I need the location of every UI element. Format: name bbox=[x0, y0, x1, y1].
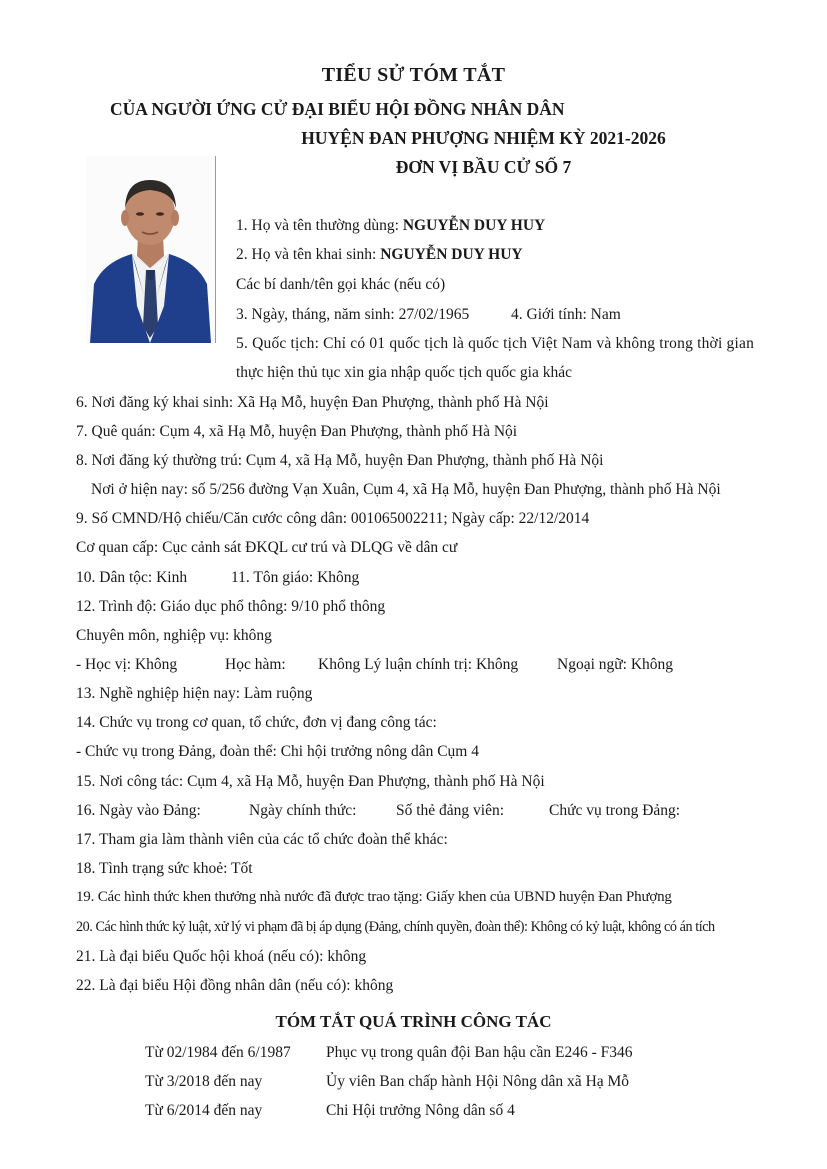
field-party-role: Chức vụ trong Đảng: bbox=[549, 802, 681, 819]
document-subtitle: CỦA NGƯỜI ỨNG CỬ ĐẠI BIỂU HỘI ĐỒNG NHÂN DÂN bbox=[110, 99, 565, 119]
document-district: HUYỆN ĐAN PHƯỢNG NHIỆM KỲ 2021-2026 bbox=[301, 128, 666, 148]
field-ethnicity: 10. Dân tộc: Kinh bbox=[76, 569, 188, 586]
work-history-period: Từ 6/2014 đến nay bbox=[145, 1102, 263, 1119]
field-id-number: 9. Số CMND/Hộ chiếu/Căn cước công dân: 001065002211; Ngày cấp: 22/12/2014 bbox=[76, 510, 590, 527]
candidate-birth-name: NGUYỄN DUY HUY bbox=[380, 246, 523, 263]
work-history-description: Phục vụ trong quân đội Ban hậu cần E246 - F346 bbox=[326, 1044, 633, 1061]
work-history-description: Ủy viên Ban chấp hành Hội Nông dân xã Hạ Mỗ bbox=[326, 1073, 630, 1090]
work-history-description: Chi Hội trưởng Nông dân số 4 bbox=[326, 1102, 515, 1119]
field-workplace: 15. Nơi công tác: Cụm 4, xã Hạ Mỗ, huyện Đan Phượng, thành phố Hà Nội bbox=[76, 773, 545, 790]
work-history-period: Từ 02/1984 đến 6/1987 bbox=[145, 1044, 291, 1061]
field-nationality: 5. Quốc tịch: Chỉ có 01 quốc tịch là quốc tịch Việt Nam và không trong thời gian bbox=[236, 335, 755, 352]
candidate-portrait bbox=[86, 156, 215, 343]
field-permanent-residence: 8. Nơi đăng ký thường trú: Cụm 4, xã Hạ Mỗ, huyện Đan Phượng, thành phố Hà Nội bbox=[76, 452, 604, 469]
field-specialty: Chuyên môn, nghiệp vụ: không bbox=[76, 627, 272, 644]
candidate-name: NGUYỄN DUY HUY bbox=[402, 217, 546, 234]
field-academic-title: Học hàm: bbox=[225, 656, 286, 673]
field-occupation: 13. Nghề nghiệp hiện nay: Làm ruộng bbox=[76, 685, 313, 702]
work-history-title: TÓM TẮT QUÁ TRÌNH CÔNG TÁC bbox=[275, 1012, 552, 1031]
field-political-theory: Không Lý luận chính trị: Không bbox=[318, 656, 519, 673]
field-discipline: 20. Các hình thức kỷ luật, xử lý vi phạm đã bị áp dụng (Đảng, chính quyền, đoàn thể): Không có kỷ luật, không có án tích bbox=[76, 919, 715, 935]
field-label: 2. Họ và tên khai sinh: bbox=[236, 246, 381, 263]
field-nationality-cont: thực hiện thủ tục xin gia nhập quốc tịch quốc gia khác bbox=[236, 364, 572, 381]
field-issuing-authority: Cơ quan cấp: Cục cảnh sát ĐKQL cư trú và DLQG về dân cư bbox=[76, 539, 458, 556]
field-common-name bbox=[236, 217, 545, 235]
field-party-join-date: 16. Ngày vào Đảng: bbox=[76, 802, 201, 819]
field-party-card-number: Số thẻ đảng viên: bbox=[396, 802, 505, 819]
field-date-of-birth: 3. Ngày, tháng, năm sinh: 27/02/1965 bbox=[236, 306, 470, 323]
portrait-divider bbox=[215, 156, 216, 343]
field-health: 18. Tình trạng sức khoẻ: Tốt bbox=[76, 860, 253, 877]
document-title: TIỂU SỬ TÓM TẮT bbox=[321, 64, 506, 86]
work-history-period: Từ 3/2018 đến nay bbox=[145, 1073, 263, 1090]
document-constituency: ĐƠN VỊ BẦU CỬ SỐ 7 bbox=[395, 157, 572, 177]
field-birth-name bbox=[236, 246, 523, 264]
field-party-official-date: Ngày chính thức: bbox=[249, 802, 357, 819]
field-national-assembly: 21. Là đại biểu Quốc hội khoá (nếu có): không bbox=[76, 948, 367, 965]
field-degree: - Học vị: Không bbox=[76, 656, 178, 673]
field-awards: 19. Các hình thức khen thưởng nhà nước đã được trao tặng: Giấy khen của UBND huyện Đan Phượng bbox=[76, 889, 672, 905]
field-religion: 11. Tôn giáo: Không bbox=[231, 569, 360, 586]
field-aliases: Các bí danh/tên gọi khác (nếu có) bbox=[236, 276, 446, 293]
field-label: 1. Họ và tên thường dùng: bbox=[236, 217, 403, 234]
field-position: 14. Chức vụ trong cơ quan, tổ chức, đơn vị đang công tác: bbox=[76, 714, 437, 731]
field-other-organizations: 17. Tham gia làm thành viên của các tổ chức đoàn thể khác: bbox=[76, 831, 448, 848]
field-hometown: 7. Quê quán: Cụm 4, xã Hạ Mỗ, huyện Đan Phượng, thành phố Hà Nội bbox=[76, 423, 518, 440]
field-birth-registration: 6. Nơi đăng ký khai sinh: Xã Hạ Mỗ, huyện Đan Phượng, thành phố Hà Nội bbox=[76, 394, 549, 411]
portrait-image bbox=[86, 156, 215, 343]
field-peoples-council: 22. Là đại biểu Hội đồng nhân dân (nếu có): không bbox=[76, 977, 394, 994]
field-gender: 4. Giới tính: Nam bbox=[511, 306, 621, 323]
field-current-address: Nơi ở hiện nay: số 5/256 đường Vạn Xuân, Cụm 4, xã Hạ Mỗ, huyện Đan Phượng, thành phố Hà Nội bbox=[91, 481, 721, 498]
field-education: 12. Trình độ: Giáo dục phổ thông: 9/10 phổ thông bbox=[76, 598, 386, 615]
field-foreign-language: Ngoại ngữ: Không bbox=[557, 656, 674, 673]
field-party-position: - Chức vụ trong Đảng, đoàn thể: Chi hội trưởng nông dân Cụm 4 bbox=[76, 743, 479, 760]
